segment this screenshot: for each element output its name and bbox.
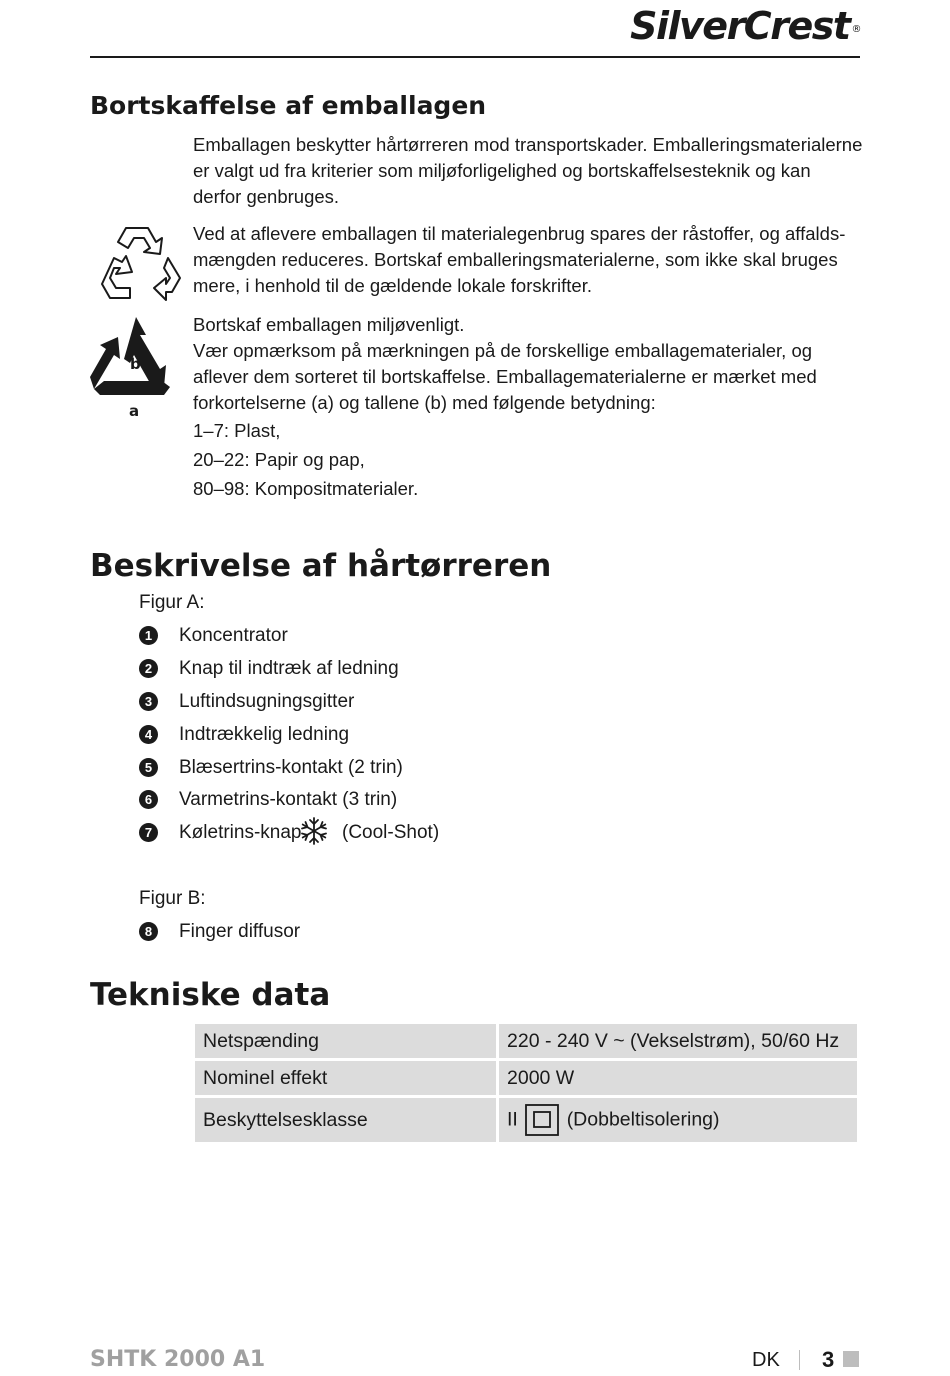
legend-label: Varmetrins-kontakt (3 trin) bbox=[179, 789, 398, 810]
table-cell-value: 220 - 240 V ~ (Vekselstrøm), 50/60 Hz bbox=[499, 1024, 857, 1058]
brand-logo: SilverCrest ® bbox=[630, 4, 860, 48]
legend-label: Finger diffusor bbox=[179, 921, 301, 942]
legend-number: 7 bbox=[139, 823, 158, 842]
table-cell-label: Netspænding bbox=[195, 1024, 496, 1058]
table-cell-label: Nominel effekt bbox=[195, 1061, 496, 1095]
figure-b-label: Figur B: bbox=[139, 888, 206, 909]
table-row bbox=[195, 1098, 857, 1142]
legend-number: 2 bbox=[139, 659, 158, 678]
code-line-composite: 80–98: Kompositmaterialer. bbox=[193, 478, 419, 499]
tech-data-table bbox=[192, 1021, 860, 1145]
page-number: 3 bbox=[822, 1347, 835, 1372]
disposal-paragraph-2: Ved at aflevere emballagen til materialegenbrug spares der råstoffer, og affalds-mængden reduceres. Bortskaf emballeringsmaterialerne, som ikke skal bruges mere, i henhold til de gældende lokale forskrifter. bbox=[193, 223, 846, 296]
footer-model: SHTK 2000 A1 bbox=[90, 1347, 266, 1372]
legend-label: Blæsertrins-kontakt (2 trin) bbox=[179, 757, 403, 778]
legend-number: 3 bbox=[139, 692, 158, 711]
legend-label: Koncentrator bbox=[179, 625, 288, 646]
protection-class-suffix: (Dobbeltisolering) bbox=[566, 1108, 720, 1131]
disposal-paragraph-1: Emballagen beskytter hårtørreren mod transportskader. Emballeringsmaterialerne er valgt ud fra kriterier som miljøforligelighed og bortskaffelsesteknik og kan derfor genbruges. bbox=[193, 134, 863, 207]
section-title-tech: Tekniske data bbox=[90, 977, 331, 1013]
table-cell-value bbox=[499, 1098, 857, 1142]
legend-label: Køletrins-knap bbox=[179, 822, 302, 843]
snowflake-icon bbox=[299, 816, 329, 846]
disposal-paragraph-3: Vær opmærksom på mærkningen på de forskellige emballagematerialer, og aflever dem sorteret til bortskaffelse. Emballagematerialerne er mærket med forkortelserne (a) og tallene (b) med følgende betydning: bbox=[193, 340, 817, 413]
table-row bbox=[195, 1024, 857, 1058]
header-rule bbox=[90, 56, 860, 58]
table-cell-label: Beskyttelsesklasse bbox=[195, 1098, 496, 1142]
code-line-plastic: 1–7: Plast, bbox=[193, 420, 281, 441]
recycling-code-triangle-icon bbox=[90, 315, 182, 423]
triangle-label-b: b bbox=[130, 355, 141, 373]
legend-label: Indtrækkelig ledning bbox=[179, 724, 350, 745]
legend-label: Knap til indtræk af ledning bbox=[179, 658, 399, 679]
double-insulation-icon bbox=[525, 1104, 559, 1136]
code-line-paper: 20–22: Papir og pap, bbox=[193, 449, 365, 470]
footer-separator bbox=[799, 1350, 800, 1370]
legend-label: Luftindsugningsgitter bbox=[179, 691, 355, 712]
figure-a-label: Figur A: bbox=[139, 592, 205, 613]
recycle-icon bbox=[98, 222, 184, 304]
table-row bbox=[195, 1061, 857, 1095]
footer-language: DK bbox=[752, 1349, 780, 1371]
section-title-disposal: Bortskaffelse af emballagen bbox=[90, 91, 487, 120]
legend-number: 6 bbox=[139, 790, 158, 809]
legend-number: 4 bbox=[139, 725, 158, 744]
cool-shot-label: (Cool-Shot) bbox=[342, 822, 440, 843]
table-cell-value: 2000 W bbox=[499, 1061, 857, 1095]
section-title-description: Beskrivelse af hårtørreren bbox=[90, 548, 552, 584]
legend-number: 1 bbox=[139, 626, 158, 645]
legend-number: 8 bbox=[139, 922, 158, 941]
legend-number: 5 bbox=[139, 758, 158, 777]
protection-class-prefix: II bbox=[507, 1108, 518, 1131]
triangle-label-a: a bbox=[129, 402, 140, 420]
disposal-paragraph-3-line1: Bortskaf emballagen miljøvenligt. bbox=[193, 314, 465, 335]
footer-square-marker bbox=[843, 1351, 859, 1367]
